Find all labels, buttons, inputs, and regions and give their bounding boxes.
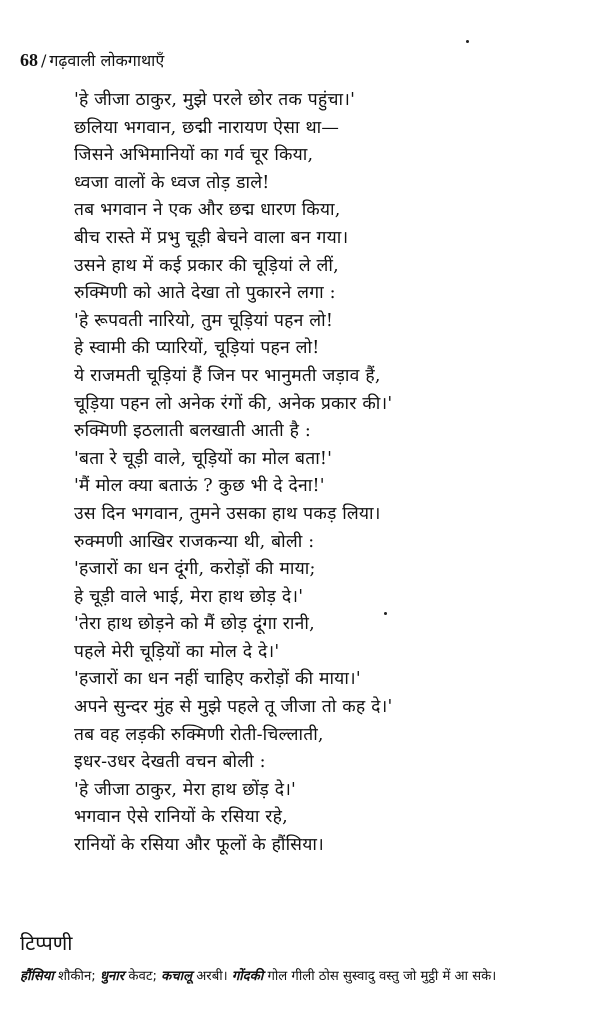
verse-line: तब वह लड़की रुक्मिणी रोती-चिल्लाती, <box>74 724 324 745</box>
glossary-term: कचालू <box>161 969 193 984</box>
verse-line: ध्वजा वालों के ध्वज तोड़ डाले! <box>74 172 270 193</box>
page-number: 68 <box>20 50 38 70</box>
verse-line: 'हे जीजा ठाकुर, मुझे परले छोर तक पहुंचा।' <box>74 90 356 110</box>
verse-line: जिसने अभिमानियों का गर्व चूर किया, <box>74 145 314 166</box>
verse-line: भगवान ऐसे रानियों के रसिया रहे, <box>74 807 288 828</box>
verse-line: रुक्मणी आखिर राजकन्या थी, बोली : <box>74 531 315 552</box>
verse-line: तब भगवान ने एक और छद्म धारण किया, <box>74 200 341 221</box>
header-separator: / <box>41 51 47 70</box>
verse-line: हे स्वामी की प्यारियों, चूड़ियां पहन लो! <box>74 338 320 359</box>
verse-line: 'बता रे चूड़ी वाले, चूड़ियों का मोल बता!' <box>74 448 333 469</box>
verse-line: उसने हाथ में कई प्रकार की चूड़ियां ले लीं, <box>74 255 339 276</box>
verse-line: 'हजारों का धन दूंगी, करोड़ों की माया; <box>74 559 316 580</box>
verse-line: 'हे जीजा ठाकुर, मेरा हाथ छोंड़ दे।' <box>74 779 297 800</box>
print-speck <box>466 40 469 43</box>
running-header <box>20 50 164 71</box>
glossary-meaning: केवट; <box>128 969 157 984</box>
verse-line: रुक्मिणी को आते देखा तो पुकारने लगा : <box>74 283 336 304</box>
glossary-term: गोंदकी <box>231 969 264 984</box>
verse-line: छलिया भगवान, छद्मी नारायण ऐसा था— <box>74 117 340 138</box>
verse-line: 'तेरा हाथ छोड़ने को मैं छोड़ दूंगा रानी, <box>74 614 315 635</box>
print-speck <box>384 612 387 615</box>
verse-line: इधर-उधर देखती वचन बोली : <box>74 752 266 773</box>
verse-line: उस दिन भगवान, तुमने उसका हाथ पकड़ लिया। <box>74 503 381 524</box>
verse-line: बीच रास्ते में प्रभु चूड़ी बेचने वाला बन गया। <box>74 227 349 248</box>
glossary-term: धुनार <box>99 969 125 984</box>
verse-line: रानियों के रसिया और फूलों के हौंसिया। <box>74 835 324 856</box>
verse-line: अपने सुन्दर मुंह से मुझे पहले तू जीजा तो कह दे।' <box>74 697 393 718</box>
glossary-meaning: अरबी। <box>196 969 228 984</box>
verse-line: रुक्मिणी इठलाती बलखाती आती है : <box>74 421 311 442</box>
verse-line: ये राजमती चूड़ियां हैं जिन पर भानुमती जड़ाव हैं, <box>74 365 381 386</box>
verse-line: पहले मेरी चूड़ियों का मोल दे दे।' <box>74 641 280 662</box>
glossary-meaning: शौकीन; <box>58 969 96 984</box>
verse-line: 'मैं मोल क्या बताऊं ? कुछ भी दे देना!' <box>74 476 325 497</box>
book-title: गढ़वाली लोकगाथाएँ <box>49 51 165 70</box>
verse-line: 'हजारों का धन नहीं चाहिए करोड़ों की माया।' <box>74 669 361 690</box>
verse-line: चूड़िया पहन लो अनेक रंगों की, अनेक प्रकार की।' <box>74 393 393 414</box>
notes-heading: टिप्पणी <box>20 931 73 955</box>
glossary-notes <box>20 968 596 986</box>
verse-line: 'हे रूपवती नारियो, तुम चूड़ियां पहन लो! <box>74 310 334 331</box>
glossary-term: हौंसिया <box>20 969 54 984</box>
verse-block <box>74 87 594 860</box>
glossary-meaning: गोल गीली ठोस सुस्वादु वस्तु जो मुट्ठी में आ सके। <box>267 969 497 984</box>
verse-line: हे चूड़ी वाले भाई, मेरा हाथ छोड़ दे।' <box>74 586 304 607</box>
